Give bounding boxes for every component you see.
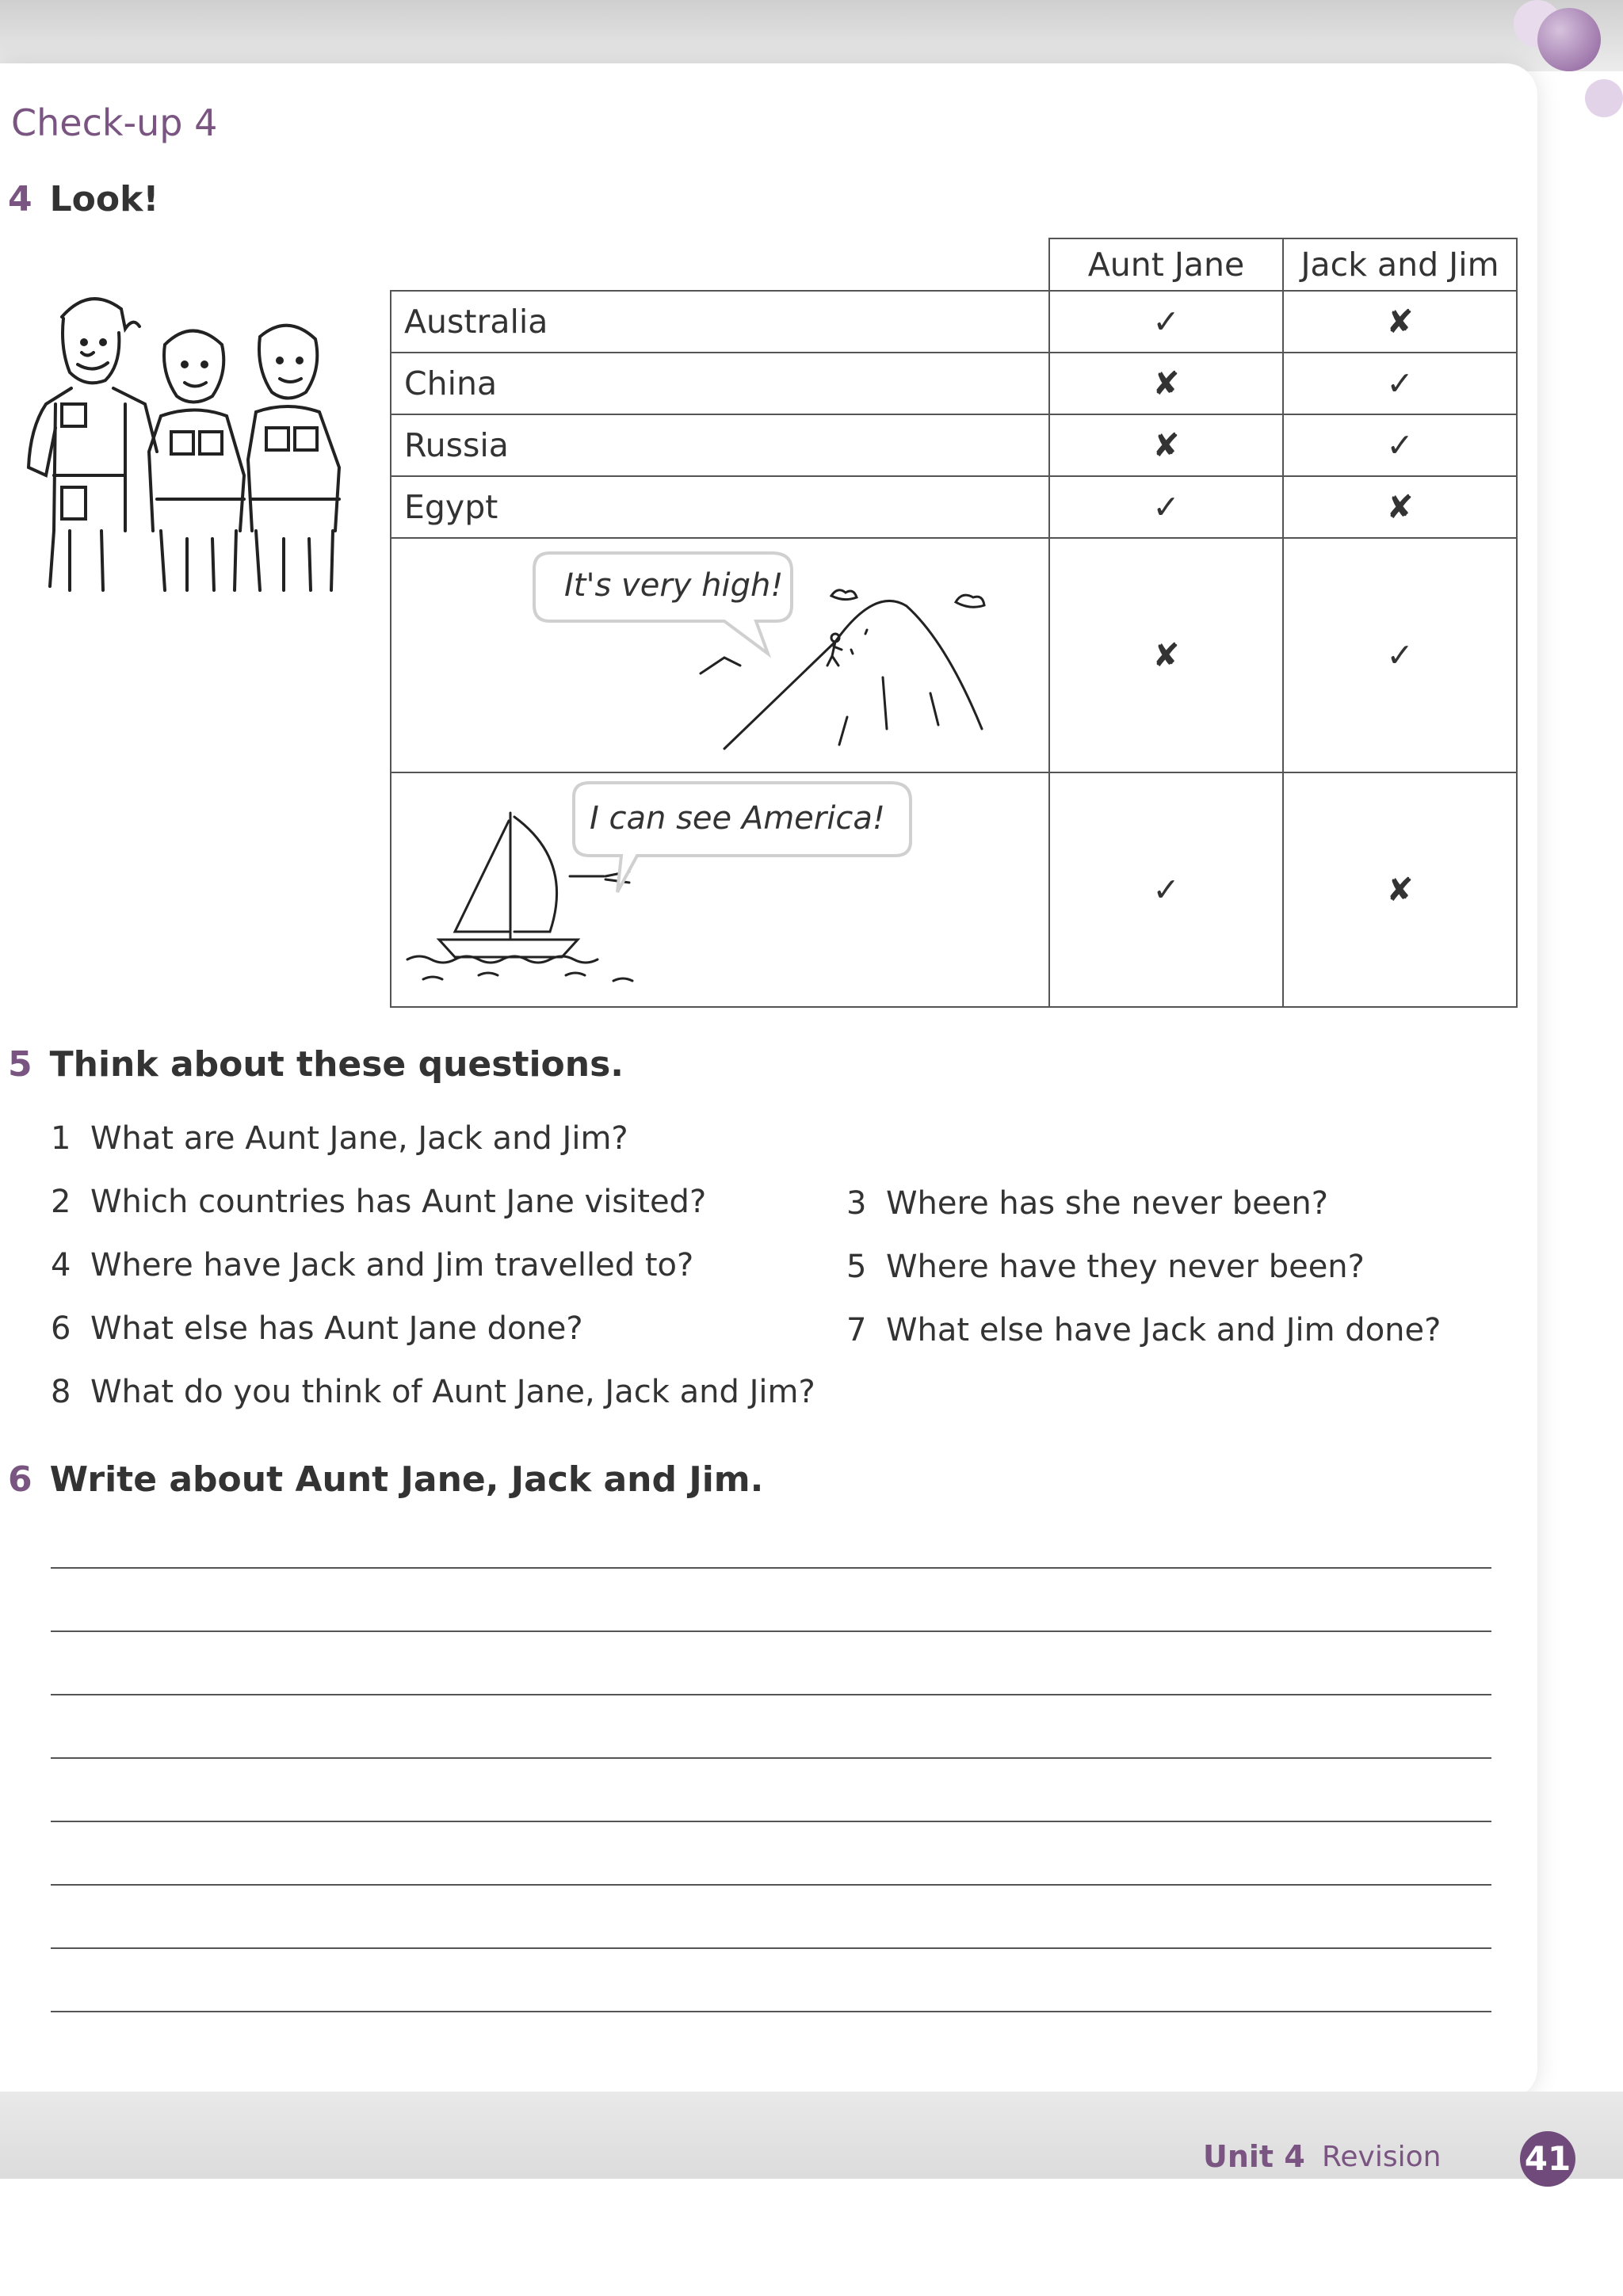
section-number: 4: [8, 179, 32, 219]
footer-unit: Unit 4: [1203, 2139, 1305, 2174]
writing-line[interactable]: [51, 1821, 1491, 1822]
question-item: 2 Which countries has Aunt Jane visited?: [51, 1184, 707, 1220]
section-5-heading: [8, 1044, 624, 1085]
section-6-heading: [8, 1459, 763, 1500]
footer-section-label: Revision: [1322, 2141, 1442, 2173]
mountain-picture-cell: [391, 538, 1049, 772]
country-label: Russia: [391, 414, 1049, 476]
writing-line[interactable]: [51, 1630, 1491, 1632]
table-row: [391, 772, 1517, 1007]
col-header-jack-and-jim: Jack and Jim: [1283, 238, 1517, 291]
mark-jack-and-jim: ✓: [1283, 414, 1517, 476]
decor-circle: [1537, 8, 1601, 71]
question-item: 5 Where have they never been?: [846, 1249, 1365, 1285]
mark-aunt-jane: ✓: [1049, 291, 1283, 353]
table-header-row: [391, 238, 1517, 291]
country-label: Egypt: [391, 476, 1049, 538]
section-4-heading: [8, 179, 158, 219]
section-number: 5: [8, 1044, 32, 1085]
mountain-climbing-illustration: [391, 539, 1036, 772]
mark-jack-and-jim: ✓: [1283, 538, 1517, 772]
mark-jack-and-jim: ✘: [1283, 772, 1517, 1007]
mark-jack-and-jim: ✓: [1283, 353, 1517, 414]
mark-aunt-jane: ✓: [1049, 476, 1283, 538]
table-row: [391, 353, 1517, 414]
writing-line[interactable]: [51, 1947, 1491, 1949]
col-header-aunt-jane: Aunt Jane: [1049, 238, 1283, 291]
writing-line[interactable]: [51, 1567, 1491, 1569]
mark-aunt-jane: ✓: [1049, 772, 1283, 1007]
question-item: 1 What are Aunt Jane, Jack and Jim?: [51, 1120, 628, 1157]
speech-bubble: [574, 783, 911, 892]
question-item: 6 What else has Aunt Jane done?: [51, 1310, 583, 1347]
section-title: Look!: [49, 179, 159, 219]
country-label: Australia: [391, 291, 1049, 353]
section-title: Think about these questions.: [49, 1044, 624, 1085]
explorers-illustration: [14, 269, 355, 602]
page-title: Check-up 4: [11, 101, 218, 144]
sailing-boat-illustration: [391, 773, 1036, 1006]
writing-line[interactable]: [51, 1884, 1491, 1886]
section-title: Write about Aunt Jane, Jack and Jim.: [49, 1459, 764, 1500]
table-row: [391, 291, 1517, 353]
decor-circle: [1585, 79, 1623, 117]
speech-text: It's very high!: [564, 567, 784, 604]
mark-aunt-jane: ✘: [1049, 414, 1283, 476]
section-number: 6: [8, 1459, 32, 1500]
speech-text: I can see America!: [590, 800, 885, 837]
mark-jack-and-jim: ✘: [1283, 476, 1517, 538]
writing-line[interactable]: [51, 1757, 1491, 1759]
question-item: 4 Where have Jack and Jim travelled to?: [51, 1247, 694, 1283]
writing-line[interactable]: [51, 1694, 1491, 1695]
table-corner: [391, 238, 1049, 291]
mark-aunt-jane: ✘: [1049, 353, 1283, 414]
table-row: [391, 476, 1517, 538]
question-item: 3 Where has she never been?: [846, 1185, 1328, 1222]
writing-line[interactable]: [51, 2011, 1491, 2012]
mark-jack-and-jim: ✘: [1283, 291, 1517, 353]
country-label: China: [391, 353, 1049, 414]
question-item: 8 What do you think of Aunt Jane, Jack and Jim?: [51, 1374, 815, 1410]
table-row: [391, 538, 1517, 772]
question-item: 7 What else have Jack and Jim done?: [846, 1312, 1442, 1348]
page-number: 41: [1520, 2131, 1575, 2187]
travel-table: [390, 238, 1518, 1008]
table-row: [391, 414, 1517, 476]
top-shadow: [0, 0, 1623, 71]
sailing-picture-cell: [391, 772, 1049, 1007]
mark-aunt-jane: ✘: [1049, 538, 1283, 772]
